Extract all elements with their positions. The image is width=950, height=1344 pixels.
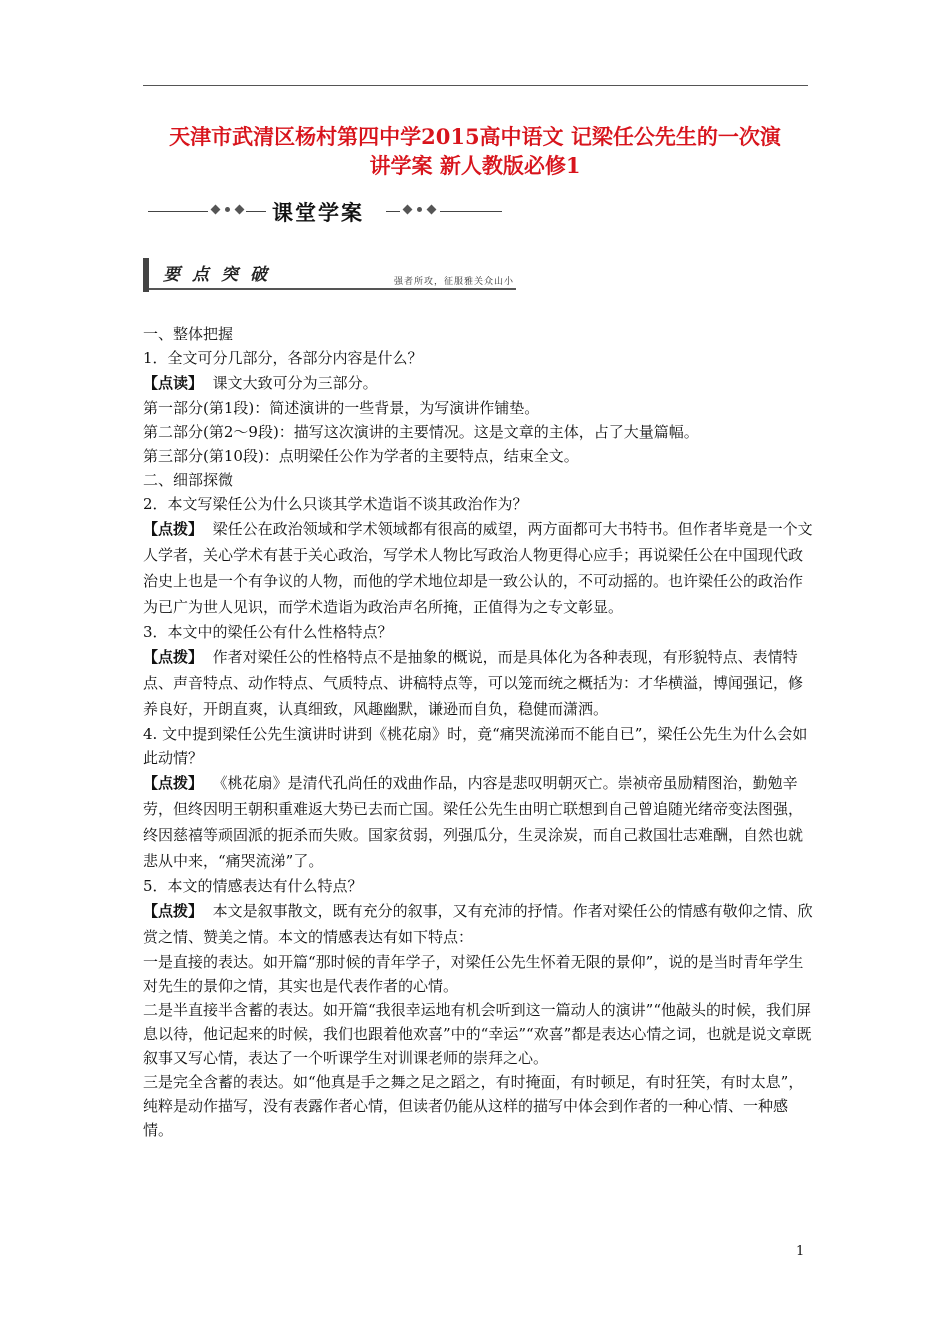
paragraph xyxy=(143,1070,813,1142)
paragraph xyxy=(143,950,813,998)
heading-dot-icon xyxy=(417,207,422,212)
paragraph-text: 第一部分(第1段)：简述演讲的一些背景，为写演讲作铺垫。 xyxy=(143,399,540,417)
paragraph-text: 4. 文中提到梁任公先生演讲时讲到《桃花扇》时，竟“痛哭流涕而不能自已”，梁任公先生为什么会如此动情？ xyxy=(143,725,808,767)
paragraph-label: 【点拨】 xyxy=(143,520,204,538)
paragraph xyxy=(143,396,813,420)
key-points-banner xyxy=(143,258,516,292)
title-line-1: 天津市武清区杨村第四中学2015高中语文 记梁任公先生的一次演 xyxy=(169,124,781,149)
paragraph-text: 三是完全含蓄的表达。如“他真是手之舞之足之蹈之，有时掩面，有时顿足，有时狂笑，有时太息”，纯粹是动作描写，没有表露作者心情，但读者仍能从这样的描写中体会到作者的一种心情、一种感情。 xyxy=(143,1073,804,1139)
paragraph xyxy=(143,898,813,950)
heading-right-line xyxy=(440,211,502,212)
page-number: 1 xyxy=(796,1244,805,1259)
paragraph-text: 5．本文的情感表达有什么特点？ xyxy=(143,877,363,895)
paragraph-label: 【点拨】 xyxy=(143,774,204,792)
paragraph-text: 作者对梁任公的性格特点不是抽象的概说，而是具体化为各种表现，有形貌特点、表情特点、声音特点、动作特点、气质特点、讲稿特点等，可以笼而统之概括为：才华横溢，博闻强记，修养良好，开朗直爽，认真细致，风趣幽默，谦逊而自负，稳健而潇洒。 xyxy=(143,648,804,718)
paragraph-text: 《桃花扇》是清代孔尚任的戏曲作品，内容是悲叹明朝灭亡。崇祯帝虽励精图治，勤勉辛劳，但终因明王朝积重难返大势已去而亡国。梁任公先生由明亡联想到自己曾追随光绪帝变法图强，终因慈禧等顽固派的扼杀而失败。国家贫弱，列强瓜分，生灵涂炭，而自己救国壮志难酬，自然也就悲从中来，“痛哭流涕”了。 xyxy=(143,774,804,870)
section-heading-label: 课堂学案 xyxy=(272,200,364,225)
paragraph-text: 课文大致可分为三部分。 xyxy=(212,374,378,392)
paragraph xyxy=(143,492,813,516)
banner-bar xyxy=(143,258,149,292)
paragraph-text: 一是直接的表达。如开篇“那时候的青年学子，对梁任公先生怀着无限的景仰”，说的是当时青年学生对先生的景仰之情，其实也是代表作者的心情。 xyxy=(143,953,804,995)
paragraph-text: 梁任公在政治领域和学术领域都有很高的威望，两方面都可大书特书。但作者毕竟是一个文人学者，关心学术有甚于关心政治，写学术人物比写政治人物更得心应手；再说梁任公在中国现代政治史上也是一个有争议的人物，而他的学术地位却是一致公认的，不可动摇的。也许梁任公的政治作为已广为世人见识，而学术造诣为政治声名所掩，正值得为之专文彰显。 xyxy=(143,520,813,616)
heading-diamond-icon xyxy=(427,205,437,215)
paragraph xyxy=(143,370,813,396)
paragraph xyxy=(143,346,813,370)
heading-diamond-icon xyxy=(235,205,245,215)
paragraph xyxy=(143,444,813,468)
section-heading xyxy=(148,197,508,227)
heading-left-line-short xyxy=(246,211,266,212)
paragraph xyxy=(143,998,813,1070)
paragraph xyxy=(143,770,813,874)
document-body xyxy=(143,322,813,1142)
paragraph-text: 二是半直接半含蓄的表达。如开篇“我很幸运地有机会听到这一篇动人的演讲”“他敲头的时候，我们屏息以待，他记起来的时候，我们也跟着他欢喜”中的“幸运”“欢喜”都是表达心情之词，也就是说文章既叙事又写心情，表达了一个听课学生对训课老师的崇拜之心。 xyxy=(143,1001,812,1067)
paragraph-text: 一、整体把握 xyxy=(143,325,234,343)
header-rule xyxy=(143,85,808,86)
paragraph-label: 【点读】 xyxy=(143,374,204,392)
paragraph-text: 第三部分(第10段)：点明梁任公作为学者的主要特点，结束全文。 xyxy=(143,447,579,465)
paragraph xyxy=(143,516,813,620)
paragraph-text: 3．本文中的梁任公有什么性格特点？ xyxy=(143,623,393,641)
heading-dot-icon xyxy=(225,207,230,212)
paragraph-label: 【点拨】 xyxy=(143,902,204,920)
paragraph-text: 2．本文写梁任公为什么只谈其学术造诣不谈其政治作为？ xyxy=(143,495,528,513)
banner-title: 要点突破 xyxy=(163,265,279,285)
paragraph-text: 本文是叙事散文，既有充分的叙事，又有充沛的抒情。作者对梁任公的情感有敬仰之情、欣赏之情、赞美之情。本文的情感表达有如下特点： xyxy=(143,902,813,946)
heading-left-line xyxy=(148,211,208,212)
heading-diamond-icon xyxy=(403,205,413,215)
banner-underline xyxy=(149,288,516,290)
paragraph-text: 第二部分(第2～9段)：描写这次演讲的主要情况。这是文章的主体，占了大量篇幅。 xyxy=(143,423,699,441)
paragraph xyxy=(143,620,813,644)
paragraph xyxy=(143,420,813,444)
heading-right-line-short xyxy=(386,211,400,212)
document-title xyxy=(130,122,820,180)
paragraph xyxy=(143,722,813,770)
paragraph-label: 【点拨】 xyxy=(143,648,204,666)
paragraph xyxy=(143,874,813,898)
paragraph-text: 二、细部探微 xyxy=(143,471,234,489)
banner-motto: 强者所攻，征服雅关众山小 xyxy=(393,277,514,287)
paragraph-text: 1．全文可分几部分，各部分内容是什么？ xyxy=(143,349,423,367)
heading-diamond-icon xyxy=(211,205,221,215)
title-line-2: 讲学案 新人教版必修1 xyxy=(369,153,581,178)
paragraph xyxy=(143,644,813,722)
paragraph xyxy=(143,322,813,346)
paragraph xyxy=(143,468,813,492)
